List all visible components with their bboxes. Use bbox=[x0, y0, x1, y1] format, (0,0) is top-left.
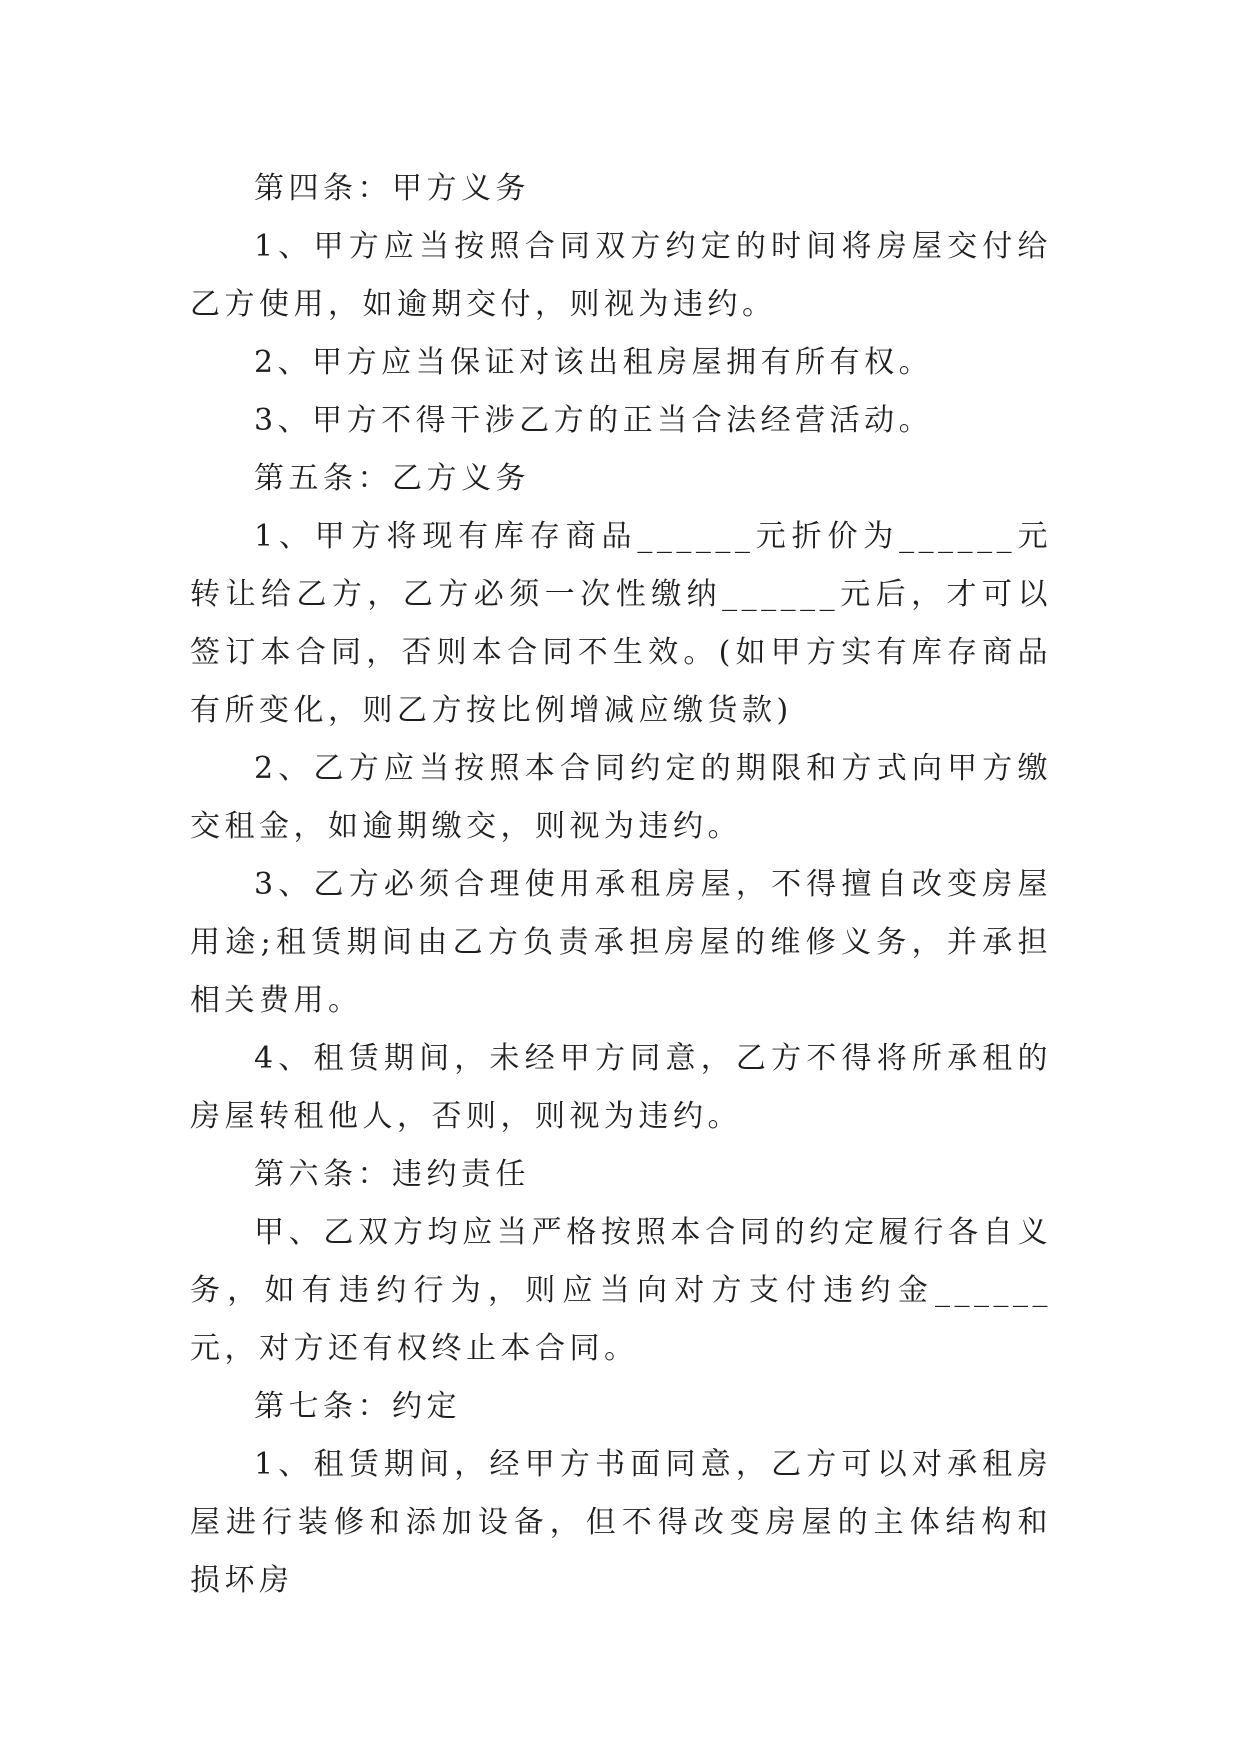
article-5-heading: 第五条：乙方义务 bbox=[254, 461, 530, 496]
article-6-body: 甲、乙双方均应当严格按照本合同的约定履行各自义务，如有违约行为，则应当向对方支付违约金______元，对方还有权终止本合同。 bbox=[190, 1215, 1052, 1366]
article-6-heading: 第六条：违约责任 bbox=[254, 1157, 530, 1192]
article-7-heading: 第七条：约定 bbox=[254, 1389, 461, 1424]
article-5-clause-3: 3、乙方必须合理使用承租房屋，不得擅自改变房屋用途;租赁期间由乙方负责承担房屋的维修义务，并承担相关费用。 bbox=[190, 867, 1052, 1018]
article-5-clause-1: 1、甲方将现有库存商品______元折价为______元转让给乙方，乙方必须一次性缴纳______元后，才可以签订本合同，否则本合同不生效。(如甲方实有库存商品有所变化，则乙方按比例增减应缴货款) bbox=[190, 519, 1052, 728]
article-4-clause-3: 3、甲方不得干涉乙方的正当合法经营活动。 bbox=[254, 403, 934, 438]
article-7-clause-1: 1、租赁期间，经甲方书面同意，乙方可以对承租房屋进行装修和添加设备，但不得改变房屋的主体结构和损坏房 bbox=[190, 1447, 1052, 1598]
article-5-clause-4: 4、租赁期间，未经甲方同意，乙方不得将所承租的房屋转租他人，否则，则视为违约。 bbox=[190, 1041, 1052, 1134]
article-4-clause-1: 1、甲方应当按照合同双方约定的时间将房屋交付给乙方使用，如逾期交付，则视为违约。 bbox=[190, 229, 1052, 322]
article-5-clause-2: 2、乙方应当按照本合同约定的期限和方式向甲方缴交租金，如逾期缴交，则视为违约。 bbox=[190, 751, 1052, 844]
article-4-heading: 第四条：甲方义务 bbox=[254, 171, 530, 206]
article-4-clause-2: 2、甲方应当保证对该出租房屋拥有所有权。 bbox=[254, 345, 934, 380]
document-body bbox=[190, 160, 1052, 1610]
